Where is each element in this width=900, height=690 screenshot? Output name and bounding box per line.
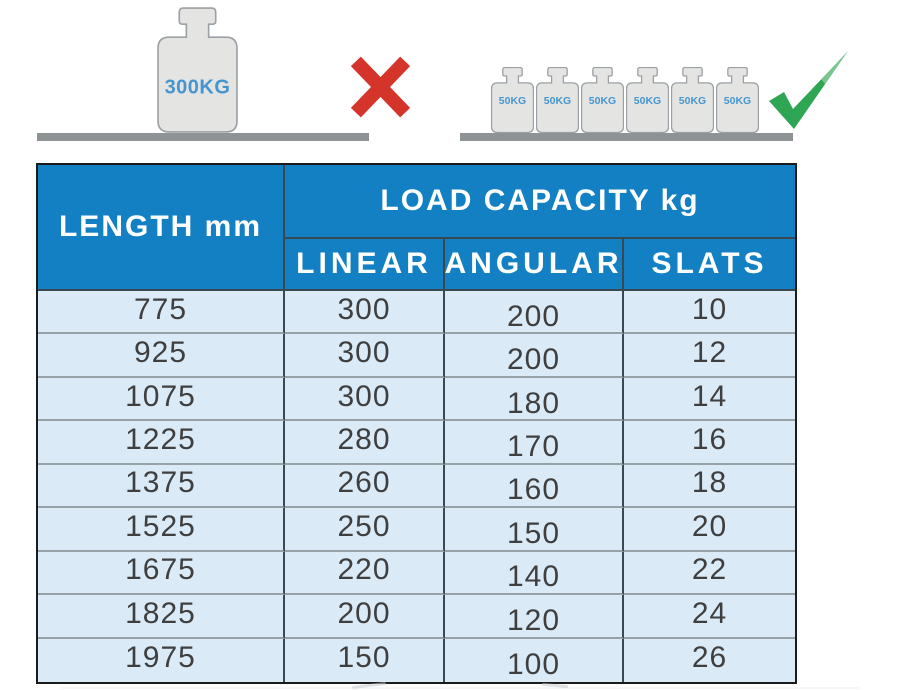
weight-300kg [157,7,238,133]
cell-slats: 14 [624,378,795,421]
cell-linear: 250 [285,508,445,551]
header-load-capacity: LOAD CAPACITY kg [285,165,795,239]
header-linear: LINEAR [285,239,445,291]
cell-angular: 200 [445,334,624,377]
header-angular: ANGULAR [445,239,624,291]
cell-slats: 12 [624,334,795,377]
cross-icon [346,52,415,122]
weight-50kg [671,67,714,133]
weights-50kg-group [491,67,759,133]
weight-50kg-label: 50KG [588,95,617,108]
cell-linear: 200 [285,595,445,638]
weight-50kg [716,67,759,133]
cell-length: 1375 [38,465,285,508]
cell-length: 925 [38,334,285,377]
cell-angular: 160 [445,465,624,508]
cell-linear: 260 [285,465,445,508]
cell-slats: 22 [624,552,795,595]
header-length: LENGTH mm [38,165,285,291]
weight-50kg-label: 50KG [543,95,572,108]
weight-50kg-label: 50KG [498,95,527,108]
checkmark-icon [763,50,849,132]
weight-300kg-label: 300KG [164,76,231,99]
cell-linear: 280 [285,421,445,464]
cell-length: 775 [38,291,285,334]
load-capacity-table [36,163,797,684]
cell-angular: 100 [445,639,624,682]
cell-length: 1525 [38,508,285,551]
shelf-bar-right [460,133,793,141]
header-slats: SLATS [624,239,795,291]
weight-50kg-label: 50KG [633,95,662,108]
cell-length: 1975 [38,639,285,682]
cell-length: 1675 [38,552,285,595]
cell-linear: 300 [285,334,445,377]
weight-50kg [491,67,534,133]
cell-length: 1075 [38,378,285,421]
cell-slats: 24 [624,595,795,638]
weight-50kg [581,67,624,133]
cell-linear: 300 [285,378,445,421]
cell-angular: 120 [445,595,624,638]
cell-angular: 200 [445,291,624,334]
cell-angular: 150 [445,508,624,551]
weight-300kg-shape [157,7,238,133]
cell-length: 1825 [38,595,285,638]
cell-slats: 16 [624,421,795,464]
cropped-artifact [60,687,860,689]
cell-length: 1225 [38,421,285,464]
weight-50kg-label: 50KG [678,95,707,108]
cell-slats: 20 [624,508,795,551]
weight-50kg [626,67,669,133]
cell-angular: 180 [445,378,624,421]
cell-linear: 150 [285,639,445,682]
cell-angular: 170 [445,421,624,464]
cell-slats: 18 [624,465,795,508]
cell-slats: 26 [624,639,795,682]
weight-50kg-label: 50KG [723,95,752,108]
weight-50kg [536,67,579,133]
cell-linear: 220 [285,552,445,595]
cell-linear: 300 [285,291,445,334]
cell-angular: 140 [445,552,624,595]
cell-slats: 10 [624,291,795,334]
shelf-bar-left [37,133,369,141]
